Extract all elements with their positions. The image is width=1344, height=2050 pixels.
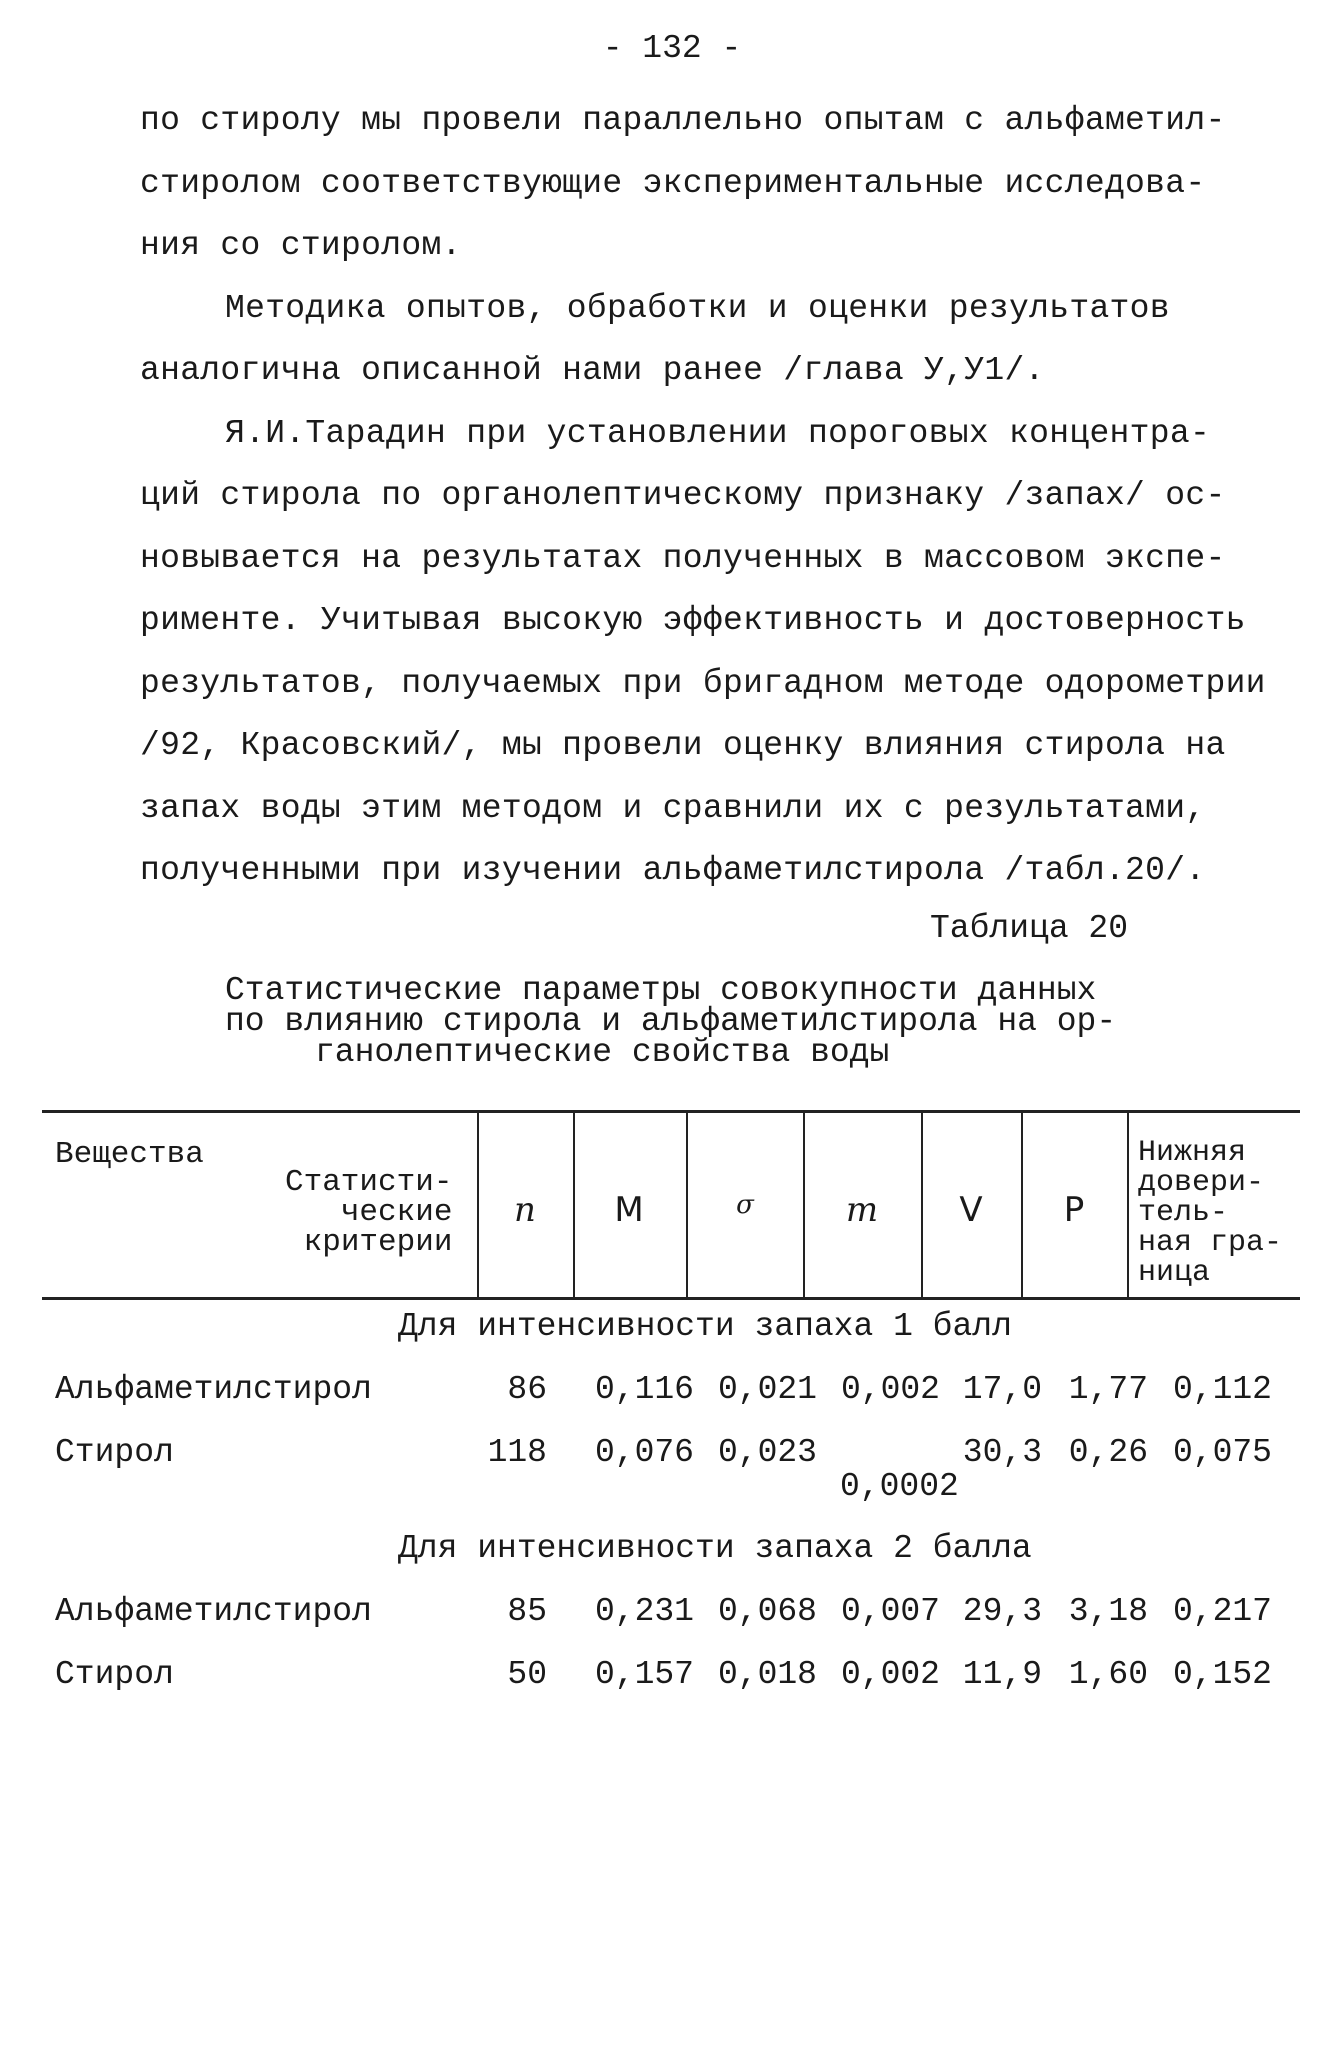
section-title: Для интенсивности запаха 2 балла <box>398 1530 1032 1567</box>
table-label: Таблица 20 <box>930 910 1129 947</box>
header-criteria: Статисти- ческие критерии <box>285 1165 453 1260</box>
paragraph-line: по стиролу мы провели параллельно опытам с альфаметил- <box>140 102 1226 139</box>
row-name: Альфаметилстирол <box>55 1371 372 1408</box>
body-text <box>140 90 1310 903</box>
cell-lower: 0,217 <box>1172 1593 1272 1630</box>
cell-lower: 0,152 <box>1172 1656 1272 1693</box>
column-divider <box>686 1112 688 1297</box>
cell-M: 0,116 <box>594 1371 694 1408</box>
column-divider <box>1127 1112 1129 1297</box>
cell-n: 86 <box>507 1371 547 1408</box>
cell-m: 0,007 <box>840 1593 940 1630</box>
table-top-rule <box>42 1110 1300 1113</box>
header-V: V <box>959 1190 983 1230</box>
column-divider <box>573 1112 575 1297</box>
caption-line: ганолептические свойства воды <box>315 1034 890 1071</box>
paragraph-line: результатов, получаемых при бригадном методе одорометрии <box>140 664 1266 702</box>
header-n: n <box>514 1190 536 1230</box>
column-divider <box>921 1112 923 1297</box>
header-M: M <box>614 1190 644 1230</box>
cell-sigma: 0,018 <box>717 1656 817 1693</box>
paragraph-line: новывается на результатах полученных в массовом экспе- <box>140 539 1226 577</box>
cell-P: 0,26 <box>1068 1434 1148 1471</box>
cell-V: 17,0 <box>962 1371 1042 1408</box>
cell-V: 30,3 <box>962 1434 1042 1471</box>
table-caption <box>225 972 1185 1071</box>
row-name: Альфаметилстирол <box>55 1593 372 1630</box>
paragraph-line: стиролом соответствующие экспериментальные исследова- <box>140 164 1206 202</box>
cell-M: 0,076 <box>594 1434 694 1471</box>
cell-P: 3,18 <box>1068 1593 1148 1630</box>
column-divider <box>1021 1112 1023 1297</box>
column-divider <box>803 1112 805 1297</box>
row-name: Стирол <box>55 1656 174 1693</box>
cell-V: 11,9 <box>962 1656 1042 1693</box>
cell-lower: 0,112 <box>1172 1371 1272 1408</box>
cell-M: 0,231 <box>594 1593 694 1630</box>
cell-sigma: 0,021 <box>717 1371 817 1408</box>
paragraph-line: ния со стиролом. <box>140 227 462 264</box>
cell-m: 0,002 <box>840 1371 940 1408</box>
cell-lower: 0,075 <box>1172 1434 1272 1471</box>
row-name: Стирол <box>55 1434 174 1471</box>
paragraph-line: ций стирола по органолептическому признаку /запах/ ос- <box>140 477 1226 514</box>
section-title: Для интенсивности запаха 1 балл <box>398 1308 1012 1345</box>
paragraph-line: Методика опытов, обработки и оценки результатов <box>225 289 1170 327</box>
paragraph-line: запах воды этим методом и сравнили их с результатами, <box>140 789 1206 827</box>
paragraph-line: /92, Красовский/, мы провели оценку влияния стирола на <box>140 727 1226 764</box>
column-divider <box>477 1112 479 1297</box>
cell-n: 118 <box>487 1434 547 1471</box>
header-P: P <box>1063 1190 1085 1230</box>
cell-sigma: 0,068 <box>717 1593 817 1630</box>
header-sigma: σ <box>736 1190 754 1220</box>
table-header-rule <box>42 1297 1300 1300</box>
paragraph-line: рименте. Учитывая высокую эффективность и достоверность <box>140 602 1246 639</box>
paragraph-line: Я.И.Тарадин при установлении пороговых концентра- <box>225 414 1211 452</box>
header-lower-bound: Нижняя довери- тель- ная гра- ница <box>1138 1136 1283 1290</box>
cell-P: 1,60 <box>1068 1656 1148 1693</box>
paragraph-line: полученными при изучении альфаметилстирола /табл.20/. <box>140 852 1206 889</box>
caption-line: по влиянию стирола и альфаметилстирола на ор- <box>225 1003 1117 1040</box>
cell-sigma: 0,023 <box>717 1434 817 1471</box>
paragraph-line: аналогична описанной нами ранее /глава У,У1/. <box>140 352 1045 389</box>
cell-n: 50 <box>507 1656 547 1693</box>
header-m: m <box>845 1190 879 1230</box>
cell-n: 85 <box>507 1593 547 1630</box>
cell-m: 0,002 <box>840 1656 940 1693</box>
caption-line: Статистические параметры совокупности данных <box>225 972 1097 1009</box>
cell-M: 0,157 <box>594 1656 694 1693</box>
cell-m: 0,0002 <box>840 1468 959 1505</box>
page-number: - 132 - <box>602 30 742 67</box>
cell-P: 1,77 <box>1068 1371 1148 1408</box>
cell-V: 29,3 <box>962 1593 1042 1630</box>
header-substances: Вещества <box>55 1137 204 1172</box>
